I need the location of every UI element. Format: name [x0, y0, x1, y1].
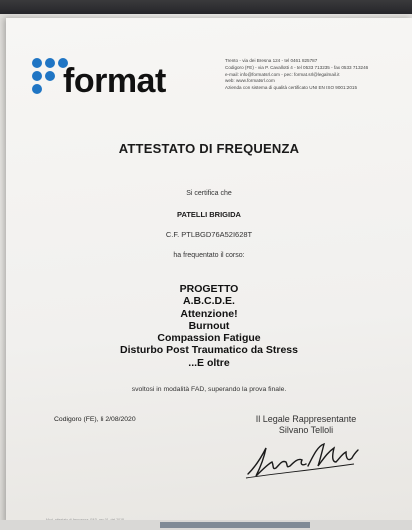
contact-line: Codigoro (FE) - via P. Cavallotti 4 - tel 0533 713235 - fax 0533 713246 — [225, 64, 369, 70]
course-line: Burnout — [188, 319, 230, 332]
course-line: A.B.C.D.E. — [183, 295, 235, 308]
contact-line: Azienda con sistema di qualità certificato UNI EN ISO 9001:2015 — [225, 85, 358, 91]
logo-wordmark: format — [63, 62, 166, 100]
course-line: Compassion Fatigue — [157, 332, 261, 345]
window-top-strip — [0, 0, 412, 14]
place-date: Codigoro (FE), li 2/08/2020 — [54, 416, 136, 423]
intro-text: Si certifica che — [186, 190, 232, 197]
certificate-title: ATTESTATO DI FREQUENZA — [118, 141, 300, 156]
course-title-block — [6, 283, 412, 369]
format-logo — [32, 56, 182, 104]
course-line: Disturbo Post Traumatico da Stress — [120, 344, 298, 357]
completion-text: svoltosi in modalità FAD, superando la prova finale. — [131, 386, 287, 393]
signatory-block — [236, 414, 376, 436]
certificate-page — [6, 18, 412, 524]
contact-line: e-mail: info@formatsrl.com - pec: format.srl@legalmail.it — [225, 71, 340, 77]
attended-text: ha frequentato il corso: — [173, 252, 245, 259]
contact-line: Trento - via dei Bresna 124 - tel 0461 825787 — [225, 58, 318, 63]
participant-name: PATELLI BRIGIDA — [177, 210, 241, 219]
company-contact-block — [225, 58, 395, 92]
taskbar-fragment — [160, 522, 310, 528]
signatory-title: Il Legale Rappresentante — [255, 414, 357, 424]
handwritten-signature — [242, 436, 362, 482]
course-line: PROGETTO — [179, 283, 239, 295]
tax-code: C.F. PTLBGD76A52I628T — [165, 230, 253, 239]
contact-line: web: www.formatsrl.com — [225, 78, 275, 84]
course-line: Attenzione! — [180, 307, 238, 320]
screen-bottom-strip — [0, 520, 412, 530]
signatory-name: Silvano Telloli — [278, 425, 334, 435]
course-line: ...E oltre — [188, 356, 230, 369]
